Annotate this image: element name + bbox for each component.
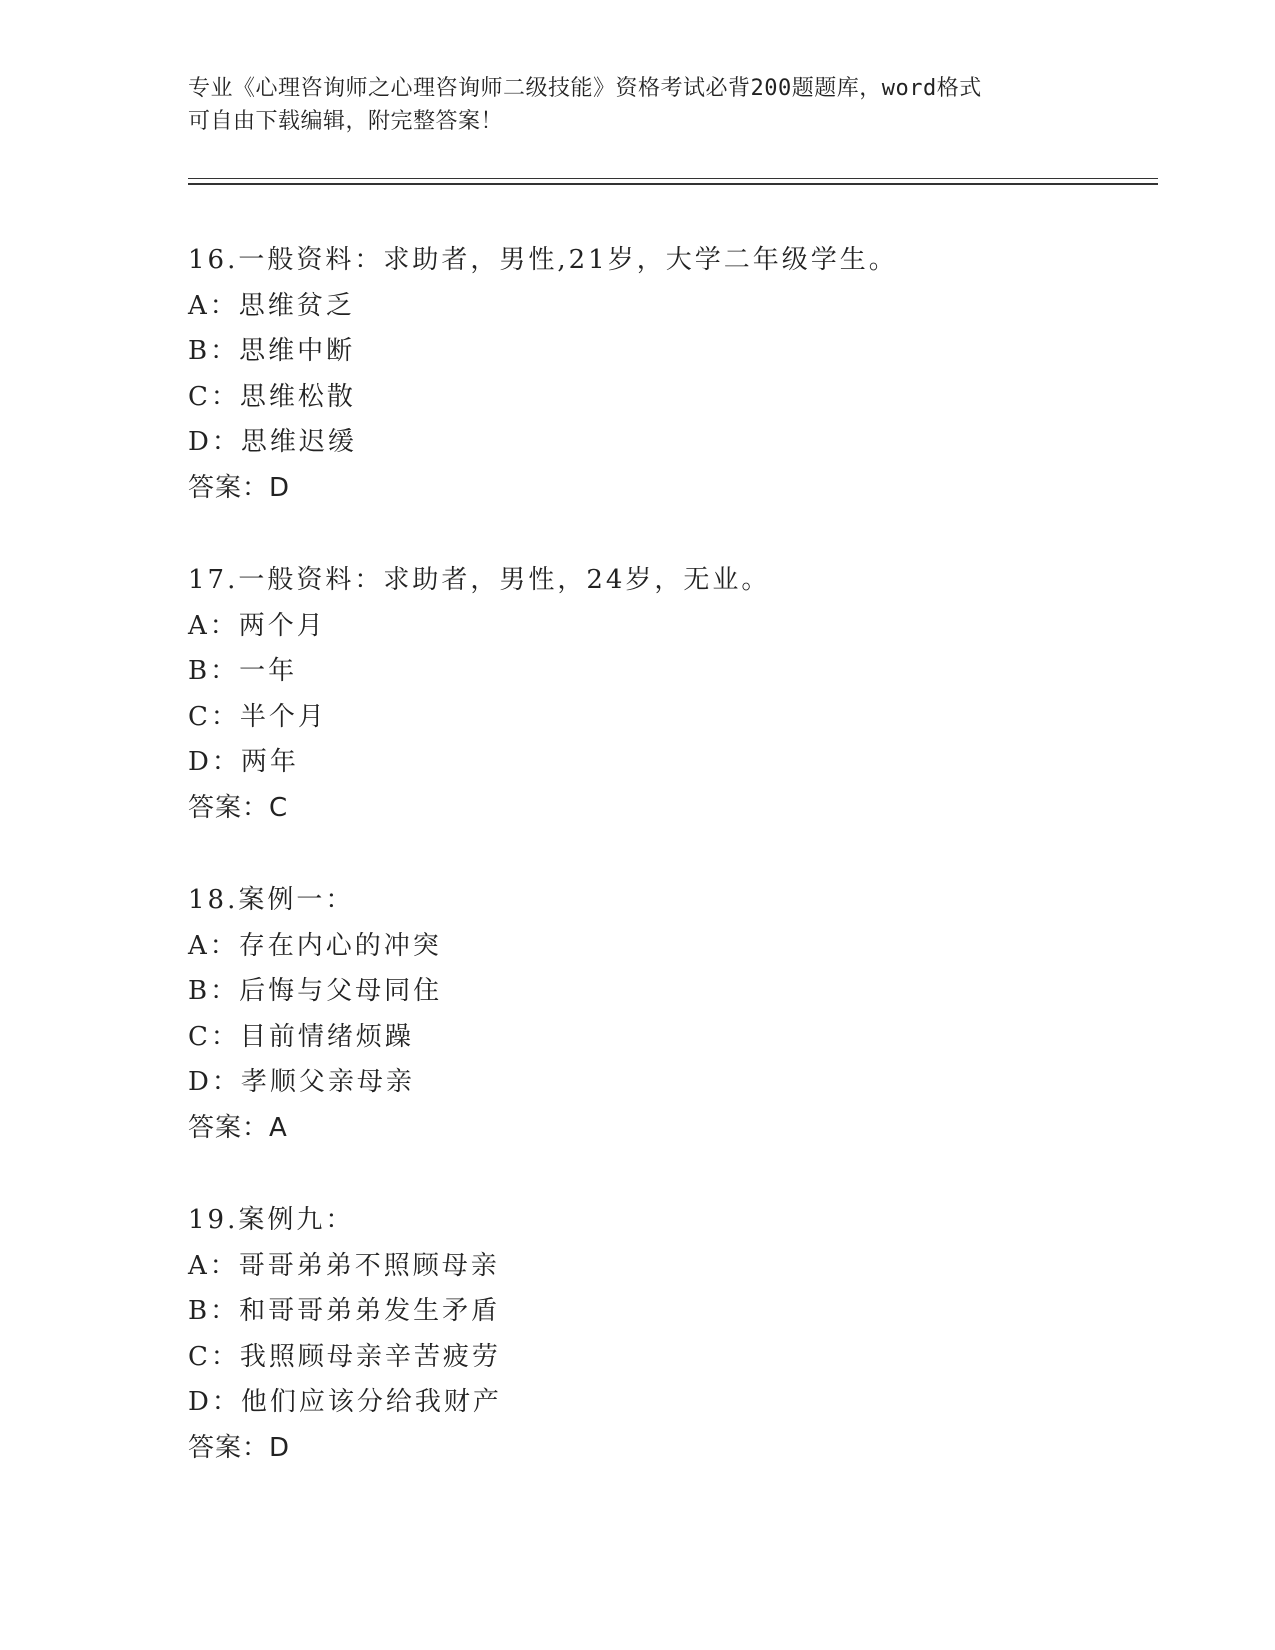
question-stem: 17.一般资料：求助者，男性，24岁，无业。: [188, 565, 771, 595]
option-c: C：思维松散: [188, 381, 356, 412]
question-stem: 19.案例九：: [188, 1205, 355, 1235]
question-list: [188, 238, 1148, 1518]
option-d: D：孝顺父亲母亲: [188, 1067, 415, 1097]
option-a: A：存在内心的冲突: [188, 930, 442, 961]
header-divider-top: [188, 178, 1158, 179]
option-c: C：半个月: [188, 701, 327, 732]
option-d: D：思维迟缓: [188, 427, 357, 457]
document-header: [188, 72, 1088, 138]
question-16: [188, 238, 1148, 558]
option-c: C：目前情绪烦躁: [188, 1021, 414, 1052]
option-c: C：我照顾母亲辛苦疲劳: [188, 1341, 501, 1372]
option-d: D：两年: [188, 747, 299, 777]
question-18: [188, 878, 1148, 1198]
option-b: B：思维中断: [188, 336, 356, 366]
answer-line: 答案：D: [188, 472, 291, 503]
option-a: A：哥哥弟弟不照顾母亲: [188, 1250, 500, 1281]
question-stem: 18.案例一：: [188, 885, 355, 915]
option-b: B：一年: [188, 656, 298, 686]
question-19: [188, 1198, 1148, 1518]
question-17: [188, 558, 1148, 878]
option-a: A：思维贫乏: [188, 290, 355, 321]
option-b: B：和哥哥弟弟发生矛盾: [188, 1296, 501, 1326]
option-b: B：后悔与父母同住: [188, 976, 443, 1006]
option-a: A：两个月: [188, 610, 326, 641]
header-line-2: 可自由下载编辑，附完整答案！: [188, 109, 504, 134]
option-d: D：他们应该分给我财产: [188, 1387, 502, 1417]
header-divider-bottom: [188, 183, 1158, 185]
header-line-1: 专业《心理咨询师之心理咨询师二级技能》资格考试必背200题题库，word格式: [188, 76, 982, 101]
answer-line: 答案：A: [188, 1112, 288, 1143]
answer-line: 答案：D: [188, 1432, 291, 1463]
question-stem: 16.一般资料：求助者，男性,21岁，大学二年级学生。: [188, 245, 898, 275]
answer-line: 答案：C: [188, 792, 289, 823]
